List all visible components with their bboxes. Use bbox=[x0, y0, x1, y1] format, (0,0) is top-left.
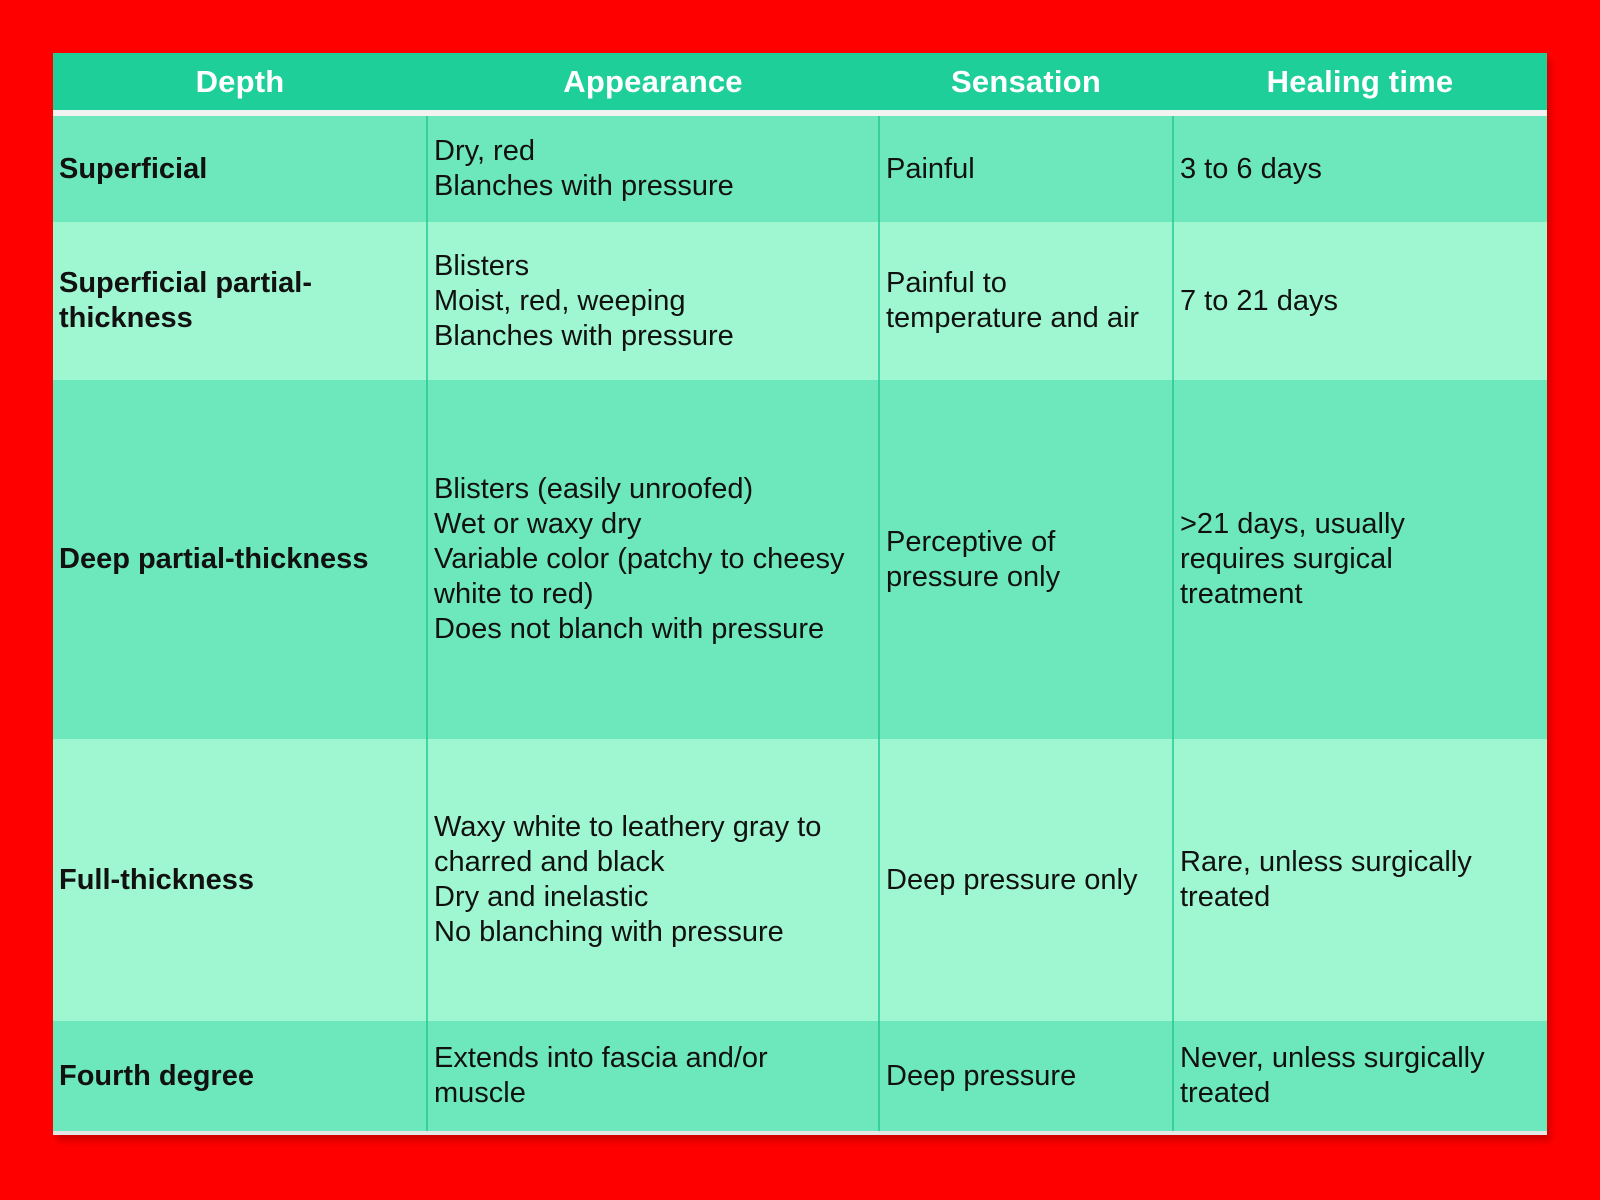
table-header-row bbox=[53, 53, 1547, 113]
cell-depth: Fourth degree bbox=[53, 1021, 427, 1131]
table-row bbox=[53, 380, 1547, 739]
burn-depth-table-frame bbox=[53, 53, 1547, 1135]
cell-appearance: Blisters Moist, red, weeping Blanches with pressure bbox=[427, 222, 879, 380]
table-row bbox=[53, 113, 1547, 222]
cell-appearance: Blisters (easily unroofed) Wet or waxy dry Variable color (patchy to cheesy white to red) Does not blanch with pressure bbox=[427, 380, 879, 739]
cell-healing-time: 7 to 21 days bbox=[1173, 222, 1547, 380]
cell-sensation: Deep pressure only bbox=[879, 739, 1173, 1021]
header-healing-time: Healing time bbox=[1173, 53, 1547, 113]
cell-appearance: Dry, red Blanches with pressure bbox=[427, 113, 879, 222]
table-row bbox=[53, 222, 1547, 380]
table-row bbox=[53, 739, 1547, 1021]
cell-healing-time: >21 days, usually requires surgical treatment bbox=[1173, 380, 1547, 739]
cell-healing-time: Never, unless surgically treated bbox=[1173, 1021, 1547, 1131]
header-appearance: Appearance bbox=[427, 53, 879, 113]
table-row bbox=[53, 1021, 1547, 1131]
cell-sensation: Painful bbox=[879, 113, 1173, 222]
cell-healing-time: Rare, unless surgically treated bbox=[1173, 739, 1547, 1021]
cell-depth: Superficial partial- thickness bbox=[53, 222, 427, 380]
cell-appearance: Extends into fascia and/or muscle bbox=[427, 1021, 879, 1131]
cell-sensation: Perceptive of pressure only bbox=[879, 380, 1173, 739]
cell-sensation: Painful to temperature and air bbox=[879, 222, 1173, 380]
cell-healing-time: 3 to 6 days bbox=[1173, 113, 1547, 222]
cell-depth: Full-thickness bbox=[53, 739, 427, 1021]
header-depth: Depth bbox=[53, 53, 427, 113]
cell-depth: Superficial bbox=[53, 113, 427, 222]
header-sensation: Sensation bbox=[879, 53, 1173, 113]
burn-depth-table bbox=[53, 53, 1547, 1131]
cell-appearance: Waxy white to leathery gray to charred and black Dry and inelastic No blanching with pressure bbox=[427, 739, 879, 1021]
cell-depth: Deep partial-thickness bbox=[53, 380, 427, 739]
cell-sensation: Deep pressure bbox=[879, 1021, 1173, 1131]
